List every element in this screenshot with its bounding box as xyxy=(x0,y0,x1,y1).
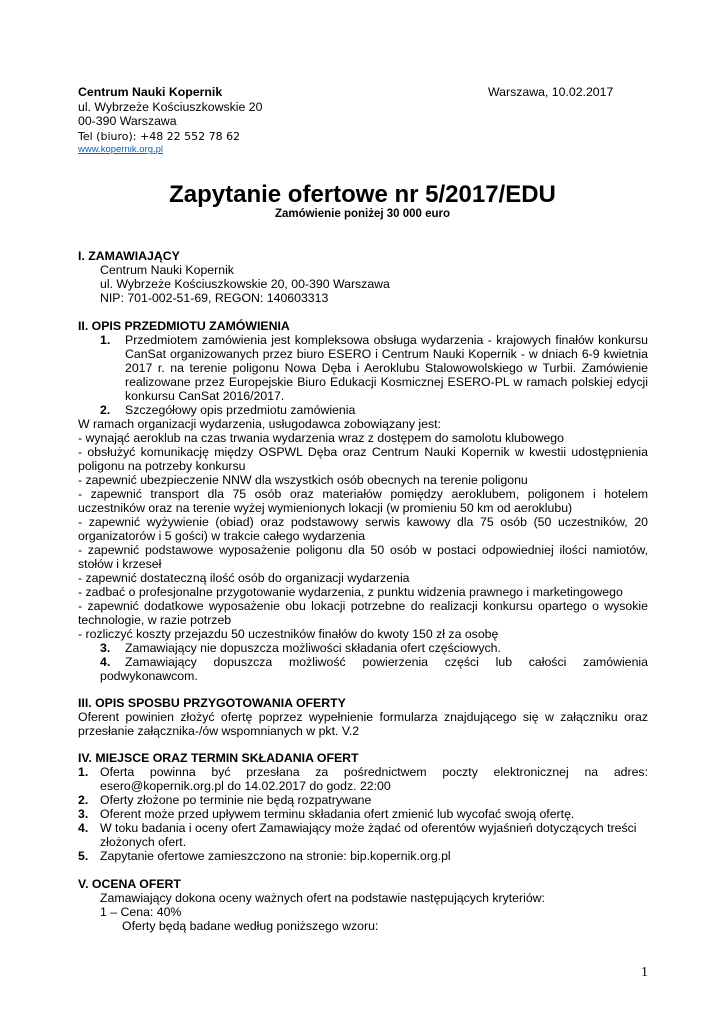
page-title: Zapytanie ofertowe nr 5/2017/EDU xyxy=(169,181,556,208)
section4-item-text: esero@kopernik.org.pl do 14.02.2017 do godz. 22:00 xyxy=(100,779,391,793)
obligation-item: - wynająć aeroklub na czas trwania wydarzenia wraz z dostępem do samolotu klubowego xyxy=(78,431,564,445)
section4-item-text: W toku badania i oceny ofert Zamawiający może żądać od oferentów wyjaśnień dotyczących treści xyxy=(100,821,637,835)
section5-line: Oferty będą badane według poniższego wzoru: xyxy=(122,919,379,933)
obligation-item: - zadbać o profesjonalne przygotowanie wydarzenia, z punktu widzenia prawnego i marketingowego xyxy=(78,585,623,599)
org-name: Centrum Nauki Kopernik xyxy=(78,85,223,99)
section2-item1-line: 2017 r. na terenie poligonu Nowa Dęba i Aeroklubu Stalowowolskiego w Turbii. Zamówienie xyxy=(125,361,648,375)
place-date: Warszawa, 10.02.2017 xyxy=(488,85,614,99)
section4-item-text: Zapytanie ofertowe zamieszczono na stronie: bip.kopernik.org.pl xyxy=(100,849,451,863)
page-number: 1 xyxy=(641,965,648,980)
obligation-item: - rozliczyć koszty przejazdu 50 uczestników finałów do kwoty 150 zł za osobę xyxy=(78,627,499,641)
org-phone: Tel (biuro): +48 22 552 78 62 xyxy=(78,130,241,143)
org-address-line2: 00-390 Warszawa xyxy=(78,114,177,128)
section3-line: Oferent powinien złożyć ofertę poprzez wypełnienie formularza znajdującego się w załączniku oraz xyxy=(78,710,648,724)
section4-item-text: Oferta powinna być przesłana za pośrednictwem poczty elektronicznej na adres: xyxy=(100,765,648,779)
section2-item3-text: Zamawiający nie dopuszcza możliwości składania ofert częściowych. xyxy=(125,641,501,655)
section2-item1-number: 1. xyxy=(100,333,111,347)
section1-line: NIP: 701-002-51-69, REGON: 140603313 xyxy=(100,291,329,305)
obligation-item: poligonu na potrzeby konkursu xyxy=(78,459,246,473)
section4-item-number: 4. xyxy=(78,821,89,835)
section4-item-text: złożonych ofert. xyxy=(100,835,187,849)
section2-item4-number: 4. xyxy=(100,655,111,669)
obligation-item: stołów i krzeseł xyxy=(78,557,162,571)
section4-item-number: 1. xyxy=(78,765,89,779)
obligation-item: - zapewnić dostateczną ilość osób do organizacji wydarzenia xyxy=(78,571,410,585)
section4-item-text: Oferty złożone po terminie nie będą rozpatrywane xyxy=(100,793,372,807)
obligation-item: organizatorów i 5 gości) w trakcie całego wydarzenia xyxy=(78,529,366,543)
section4-heading: IV. MIEJSCE ORAZ TERMIN SKŁADANIA OFERT xyxy=(78,751,359,765)
section3-line: przesłanie załącznika-/ów wspomnianych w pkt. V.2 xyxy=(78,724,360,738)
section5-line: Zamawiający dokona oceny ważnych ofert na podstawie następujących kryteriów: xyxy=(100,891,545,905)
section1-line: ul. Wybrzeże Kościuszkowskie 20, 00-390 Warszawa xyxy=(100,277,390,291)
obligation-item: technologie, w razie potrzeb xyxy=(78,613,232,627)
section2-item4-line: Zamawiający dopuszcza możliwość powierzenia części lub całości zamówienia xyxy=(125,655,648,669)
obligation-item: - zapewnić wyżywienie (obiad) oraz podstawowy serwis kawowy dla 75 osób (50 uczestników, 20 xyxy=(78,515,648,529)
section2-item1-line: konkursu CanSat 2016/2017. xyxy=(125,389,285,403)
section2-item3-number: 3. xyxy=(100,641,111,655)
section5-heading: V. OCENA OFERT xyxy=(78,877,181,891)
section2-heading: II. OPIS PRZEDMIOTU ZAMÓWIENIA xyxy=(78,319,290,333)
section2-intro: W ramach organizacji wydarzenia, usługodawca zobowiązany jest: xyxy=(78,417,441,431)
section2-item1-line: realizowane przez Europejskie Biuro Edukacji Kosmicznej ESERO-PL w ramach polskiej edycji xyxy=(125,375,648,389)
website-link[interactable]: www.kopernik.org.pl xyxy=(78,144,164,155)
section1-line: Centrum Nauki Kopernik xyxy=(100,263,234,277)
section2-item2-number: 2. xyxy=(100,403,111,417)
section4-item-text: Oferent może przed upływem terminu składania ofert zmienić lub wycofać swoją ofertę. xyxy=(100,807,575,821)
section2-item1-line: Przedmiotem zamówienia jest kompleksowa obsługa wydarzenia - krajowych finałów konkursu xyxy=(125,333,648,347)
section1-heading: I. ZAMAWIAJĄCY xyxy=(78,249,180,263)
section2-item1-line: CanSat organizowanych przez biuro ESERO i Centrum Nauki Kopernik - w dniach 6-9 kwietnia xyxy=(125,347,648,361)
obligation-item: - zapewnić podstawowe wyposażenie poligonu dla 50 osób w postaci odpowiedniej ilości namiotów, xyxy=(78,543,648,557)
section2-item4-line: podwykonawcom. xyxy=(100,669,198,683)
section4-item-number: 2. xyxy=(78,793,89,807)
obligation-item: - zapewnić ubezpieczenie NNW dla wszystkich osób obecnych na terenie poligonu xyxy=(78,473,528,487)
obligation-item: - zapewnić dodatkowe wyposażenie obu lokacji potrzebne do realizacji konkursu opartego o wysokie xyxy=(78,599,648,613)
section2-item2-text: Szczegółowy opis przedmiotu zamówienia xyxy=(125,403,356,417)
obligation-item: - obsłużyć komunikację między OSPWL Dęba oraz Centrum Nauki Kopernik w kwestii udostępnienia xyxy=(78,445,648,459)
section3-heading: III. OPIS SPOSBU PRZYGOTOWANIA OFERTY xyxy=(78,696,346,710)
obligation-item: uczestników oraz na terenie wyżej wymienionych lokacji (w promieniu 50 km od aeroklubu) xyxy=(78,501,573,515)
section4-item-number: 3. xyxy=(78,807,89,821)
obligation-item: - zapewnić transport dla 75 osób oraz materiałów pomiędzy aeroklubem, poligonem i hotelem xyxy=(78,487,648,501)
page-subtitle: Zamówienie poniżej 30 000 euro xyxy=(274,208,451,220)
section5-line: 1 – Cena: 40% xyxy=(100,905,182,919)
section4-item-number: 5. xyxy=(78,849,89,863)
org-address-line1: ul. Wybrzeże Kościuszkowskie 20 xyxy=(78,100,263,114)
